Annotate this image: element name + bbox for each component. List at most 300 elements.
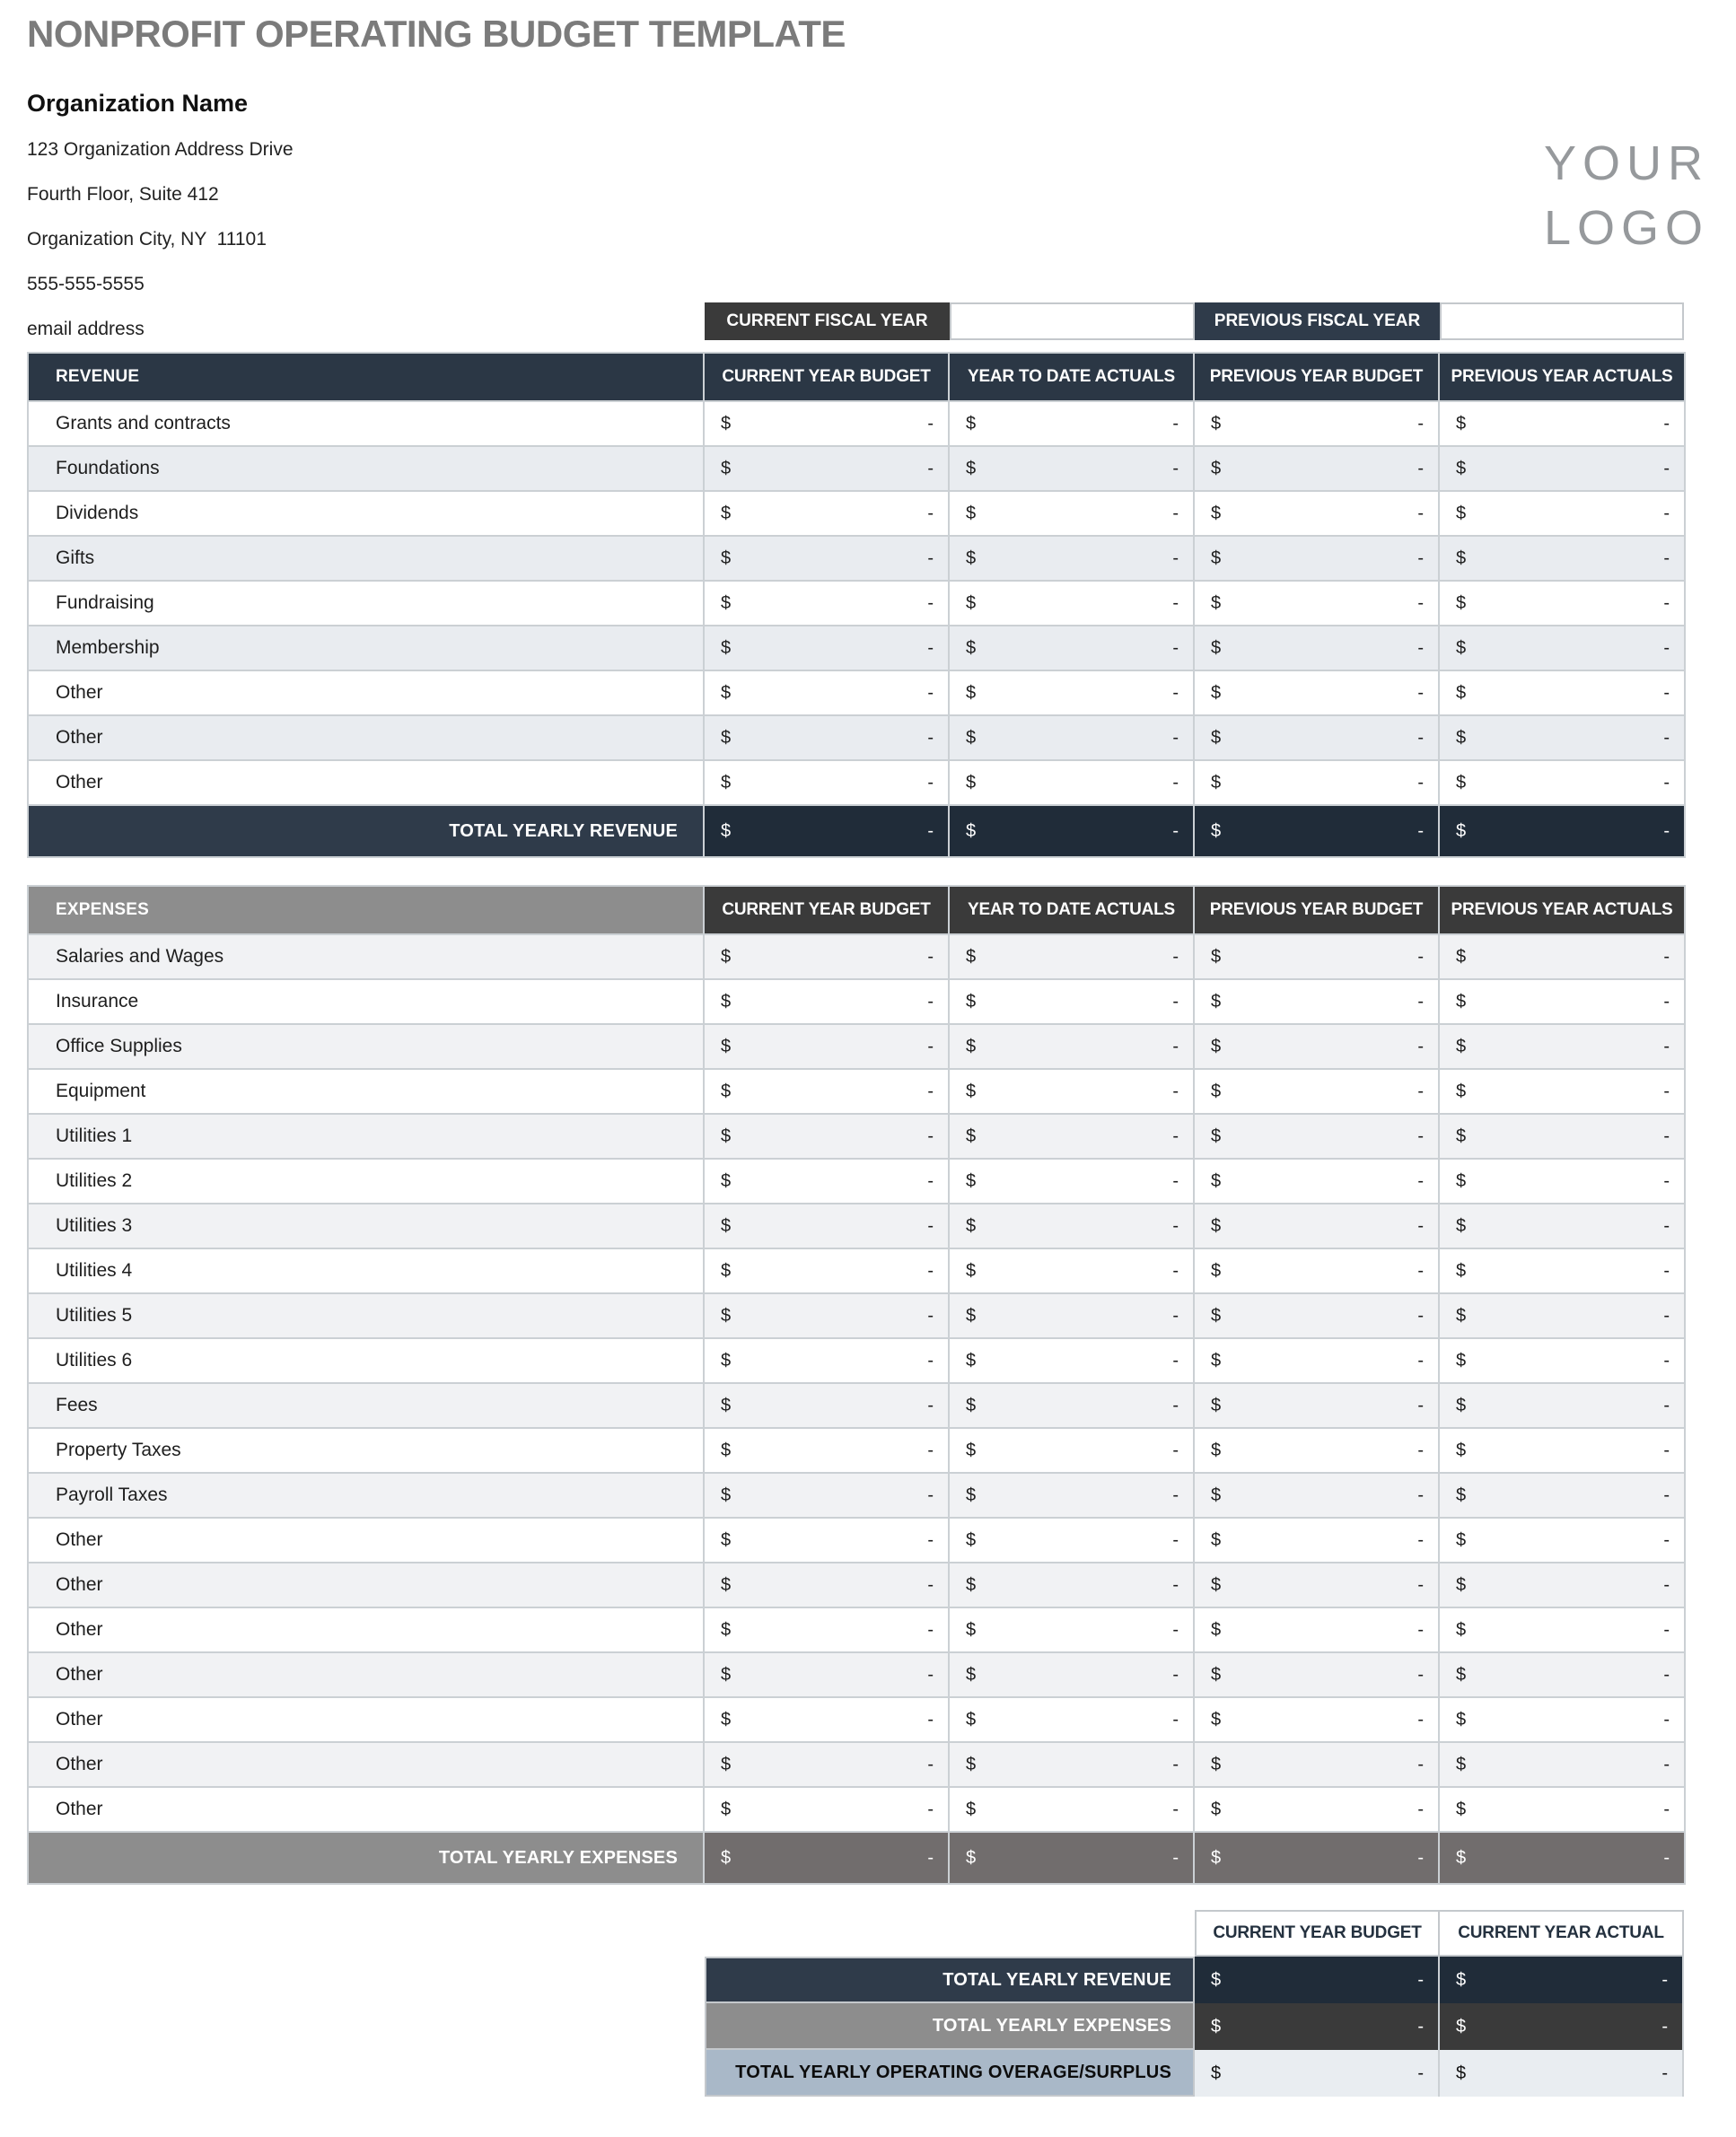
revenue-value-cell[interactable] xyxy=(950,582,1195,625)
column-header: PREVIOUS YEAR ACTUALS xyxy=(1440,887,1684,933)
currency-symbol: $ xyxy=(966,991,977,1012)
currency-symbol: $ xyxy=(1211,2063,1222,2083)
expenses-value-cell[interactable] xyxy=(1195,1249,1440,1292)
table-row xyxy=(29,1384,1684,1429)
empty-amount: - xyxy=(1417,820,1424,841)
currency-symbol: $ xyxy=(1211,1754,1222,1774)
empty-amount: - xyxy=(1661,2016,1668,2036)
expenses-value-cell[interactable] xyxy=(950,980,1195,1023)
summary-value-cell[interactable] xyxy=(1440,2003,1684,2050)
expenses-value-cell[interactable] xyxy=(1440,1474,1684,1517)
empty-amount: - xyxy=(1663,1350,1670,1371)
empty-amount: - xyxy=(927,1754,934,1774)
revenue-value-cell[interactable] xyxy=(1195,447,1440,490)
currency-symbol: $ xyxy=(721,1709,732,1730)
summary-value-cell[interactable] xyxy=(1440,2050,1684,2097)
expenses-value-cell[interactable] xyxy=(705,1608,950,1651)
expenses-value-cell[interactable] xyxy=(1195,935,1440,978)
revenue-total-value-cell[interactable] xyxy=(1195,806,1440,856)
expenses-value-cell[interactable] xyxy=(705,1743,950,1786)
expenses-value-cell[interactable] xyxy=(1440,1698,1684,1741)
expenses-total-value-cell[interactable] xyxy=(1195,1833,1440,1883)
organization-address-line2: Fourth Floor, Suite 412 xyxy=(27,184,219,205)
empty-amount: - xyxy=(1663,946,1670,967)
empty-amount: - xyxy=(1172,682,1179,703)
empty-amount: - xyxy=(1663,1664,1670,1685)
expenses-value-cell[interactable] xyxy=(1440,1384,1684,1427)
expenses-value-cell[interactable] xyxy=(705,1519,950,1562)
expenses-total-value-cell[interactable] xyxy=(950,1833,1195,1883)
empty-amount: - xyxy=(927,1440,934,1460)
currency-symbol: $ xyxy=(1211,458,1222,478)
currency-symbol: $ xyxy=(1456,1395,1467,1415)
empty-amount: - xyxy=(1417,592,1424,613)
revenue-row-label[interactable]: Other xyxy=(29,671,705,714)
empty-amount: - xyxy=(1172,1847,1179,1868)
expenses-value-cell[interactable] xyxy=(705,1070,950,1113)
revenue-value-cell[interactable] xyxy=(1440,402,1684,445)
revenue-value-cell[interactable] xyxy=(950,716,1195,759)
expenses-value-cell[interactable] xyxy=(705,1653,950,1696)
currency-symbol: $ xyxy=(1456,772,1467,793)
summary-table xyxy=(705,1910,1684,2097)
currency-symbol: $ xyxy=(1456,637,1467,658)
summary-value-cell[interactable] xyxy=(1440,1957,1684,2003)
empty-amount: - xyxy=(1417,772,1424,793)
column-header: PREVIOUS YEAR BUDGET xyxy=(1195,354,1440,400)
expenses-value-cell[interactable] xyxy=(950,1608,1195,1651)
empty-amount: - xyxy=(1172,946,1179,967)
expenses-value-cell[interactable] xyxy=(950,1519,1195,1562)
revenue-value-cell[interactable] xyxy=(1440,492,1684,535)
expenses-value-cell[interactable] xyxy=(705,1384,950,1427)
expenses-value-cell[interactable] xyxy=(1195,1608,1440,1651)
expenses-value-cell[interactable] xyxy=(950,1070,1195,1113)
empty-amount: - xyxy=(1663,1799,1670,1819)
expenses-row-label[interactable]: Salaries and Wages xyxy=(29,935,705,978)
expenses-value-cell[interactable] xyxy=(1195,1339,1440,1382)
expenses-row-label[interactable]: Office Supplies xyxy=(29,1025,705,1068)
currency-symbol: $ xyxy=(1456,1440,1467,1460)
expenses-value-cell[interactable] xyxy=(705,1339,950,1382)
currency-symbol: $ xyxy=(1211,1664,1222,1685)
empty-amount: - xyxy=(1663,1215,1670,1236)
expenses-value-cell[interactable] xyxy=(1195,1474,1440,1517)
empty-amount: - xyxy=(1172,1081,1179,1101)
expenses-value-cell[interactable] xyxy=(950,1788,1195,1831)
empty-amount: - xyxy=(1417,1215,1424,1236)
expenses-value-cell[interactable] xyxy=(950,1429,1195,1472)
expenses-value-cell[interactable] xyxy=(950,935,1195,978)
empty-amount: - xyxy=(1417,1395,1424,1415)
revenue-value-cell[interactable] xyxy=(1440,582,1684,625)
currency-symbol: $ xyxy=(966,1847,977,1868)
expenses-value-cell[interactable] xyxy=(950,1160,1195,1203)
expenses-value-cell[interactable] xyxy=(705,1563,950,1607)
expenses-value-cell[interactable] xyxy=(950,1204,1195,1248)
expenses-row-label[interactable]: Utilities 5 xyxy=(29,1294,705,1337)
expenses-value-cell[interactable] xyxy=(1440,1294,1684,1337)
expenses-value-cell[interactable] xyxy=(1440,1563,1684,1607)
revenue-value-cell[interactable] xyxy=(705,447,950,490)
revenue-value-cell[interactable] xyxy=(950,537,1195,580)
currency-symbol: $ xyxy=(966,1350,977,1371)
revenue-total-value-cell[interactable] xyxy=(1440,806,1684,856)
empty-amount: - xyxy=(1663,503,1670,523)
empty-amount: - xyxy=(927,1170,934,1191)
currency-symbol: $ xyxy=(1456,1350,1467,1371)
expenses-value-cell[interactable] xyxy=(1195,1115,1440,1158)
expenses-value-cell[interactable] xyxy=(950,1698,1195,1741)
revenue-value-cell[interactable] xyxy=(705,716,950,759)
currency-symbol: $ xyxy=(1456,1125,1467,1146)
expenses-value-cell[interactable] xyxy=(1440,1519,1684,1562)
revenue-value-cell[interactable] xyxy=(1195,626,1440,670)
revenue-value-cell[interactable] xyxy=(1195,716,1440,759)
empty-amount: - xyxy=(1172,1485,1179,1505)
expenses-row-label[interactable]: Other xyxy=(29,1563,705,1607)
expenses-value-cell[interactable] xyxy=(705,1429,950,1472)
currency-symbol: $ xyxy=(721,413,732,434)
revenue-total-value-cell[interactable] xyxy=(705,806,950,856)
currency-symbol: $ xyxy=(721,503,732,523)
revenue-row-label[interactable]: Gifts xyxy=(29,537,705,580)
currency-symbol: $ xyxy=(1456,1170,1467,1191)
currency-symbol: $ xyxy=(1456,1754,1467,1774)
empty-amount: - xyxy=(1661,2063,1668,2083)
empty-amount: - xyxy=(1172,1036,1179,1056)
currency-symbol: $ xyxy=(1211,682,1222,703)
expenses-row-label[interactable]: Payroll Taxes xyxy=(29,1474,705,1517)
table-row xyxy=(29,1429,1684,1474)
expenses-value-cell[interactable] xyxy=(1440,1608,1684,1651)
currency-symbol: $ xyxy=(721,1440,732,1460)
table-row xyxy=(29,1698,1684,1743)
expenses-value-cell[interactable] xyxy=(705,1474,950,1517)
revenue-value-cell[interactable] xyxy=(1195,582,1440,625)
column-header: CURRENT YEAR BUDGET xyxy=(705,887,950,933)
expenses-row-label[interactable]: Other xyxy=(29,1608,705,1651)
expenses-value-cell[interactable] xyxy=(1195,1070,1440,1113)
summary-rows xyxy=(705,1957,1684,2097)
currency-symbol: $ xyxy=(1211,1036,1222,1056)
revenue-value-cell[interactable] xyxy=(1440,671,1684,714)
expenses-value-cell[interactable] xyxy=(1195,1294,1440,1337)
expenses-value-cell[interactable] xyxy=(1440,1743,1684,1786)
summary-value-cell[interactable] xyxy=(1195,2050,1440,2097)
empty-amount: - xyxy=(1417,503,1424,523)
expenses-row-label[interactable]: Utilities 6 xyxy=(29,1339,705,1382)
empty-amount: - xyxy=(1417,1529,1424,1550)
empty-amount: - xyxy=(927,682,934,703)
revenue-value-cell[interactable] xyxy=(705,626,950,670)
empty-amount: - xyxy=(1661,1969,1668,1990)
expenses-value-cell[interactable] xyxy=(705,1115,950,1158)
currency-symbol: $ xyxy=(721,1664,732,1685)
revenue-value-cell[interactable] xyxy=(1195,671,1440,714)
empty-amount: - xyxy=(927,1709,934,1730)
expenses-row-label[interactable]: Utilities 1 xyxy=(29,1115,705,1158)
expenses-value-cell[interactable] xyxy=(1440,1653,1684,1696)
revenue-value-cell[interactable] xyxy=(950,626,1195,670)
empty-amount: - xyxy=(927,946,934,967)
currency-symbol: $ xyxy=(1456,1260,1467,1281)
currency-symbol: $ xyxy=(966,1260,977,1281)
empty-amount: - xyxy=(1663,1081,1670,1101)
empty-amount: - xyxy=(1417,1350,1424,1371)
currency-symbol: $ xyxy=(721,1260,732,1281)
expenses-value-cell[interactable] xyxy=(1440,935,1684,978)
expenses-value-cell[interactable] xyxy=(705,1025,950,1068)
expenses-value-cell[interactable] xyxy=(950,1384,1195,1427)
revenue-value-cell[interactable] xyxy=(705,671,950,714)
empty-amount: - xyxy=(1172,1709,1179,1730)
expenses-value-cell[interactable] xyxy=(950,1563,1195,1607)
revenue-value-cell[interactable] xyxy=(705,582,950,625)
currency-symbol: $ xyxy=(966,946,977,967)
expenses-value-cell[interactable] xyxy=(1195,1204,1440,1248)
currency-symbol: $ xyxy=(1456,727,1467,748)
empty-amount: - xyxy=(1172,1664,1179,1685)
expenses-value-cell[interactable] xyxy=(705,1249,950,1292)
revenue-row-label[interactable]: Other xyxy=(29,716,705,759)
revenue-row-label[interactable]: Fundraising xyxy=(29,582,705,625)
empty-amount: - xyxy=(1417,1619,1424,1640)
revenue-value-cell[interactable] xyxy=(950,671,1195,714)
revenue-value-cell[interactable] xyxy=(705,402,950,445)
revenue-value-cell[interactable] xyxy=(1440,761,1684,804)
table-row xyxy=(29,716,1684,761)
currency-symbol: $ xyxy=(1456,503,1467,523)
revenue-rows xyxy=(29,402,1684,806)
expenses-row-label[interactable]: Property Taxes xyxy=(29,1429,705,1472)
expenses-table xyxy=(27,885,1686,1885)
expenses-value-cell[interactable] xyxy=(1440,1339,1684,1382)
currency-symbol: $ xyxy=(966,547,977,568)
revenue-value-cell[interactable] xyxy=(705,761,950,804)
revenue-value-cell[interactable] xyxy=(950,492,1195,535)
expenses-value-cell[interactable] xyxy=(705,1160,950,1203)
expenses-row-label[interactable]: Utilities 2 xyxy=(29,1160,705,1203)
expenses-value-cell[interactable] xyxy=(1195,1384,1440,1427)
revenue-row-label[interactable]: Dividends xyxy=(29,492,705,535)
expenses-value-cell[interactable] xyxy=(1440,1025,1684,1068)
expenses-value-cell[interactable] xyxy=(1440,1429,1684,1472)
expenses-value-cell[interactable] xyxy=(1195,1563,1440,1607)
summary-column-header-actual: CURRENT YEAR ACTUAL xyxy=(1440,1910,1684,1957)
expenses-value-cell[interactable] xyxy=(1195,1788,1440,1831)
expenses-value-cell[interactable] xyxy=(1195,1653,1440,1696)
currency-symbol: $ xyxy=(966,1125,977,1146)
expenses-value-cell[interactable] xyxy=(950,1115,1195,1158)
empty-amount: - xyxy=(927,1125,934,1146)
revenue-row-label[interactable]: Other xyxy=(29,761,705,804)
empty-amount: - xyxy=(1417,991,1424,1012)
empty-amount: - xyxy=(1663,547,1670,568)
currency-symbol: $ xyxy=(966,1081,977,1101)
currency-symbol: $ xyxy=(1456,1847,1467,1868)
revenue-value-cell[interactable] xyxy=(1195,537,1440,580)
expenses-row-label[interactable]: Fees xyxy=(29,1384,705,1427)
expenses-row-label[interactable]: Other xyxy=(29,1788,705,1831)
expenses-value-cell[interactable] xyxy=(1195,1025,1440,1068)
currency-symbol: $ xyxy=(1211,991,1222,1012)
revenue-value-cell[interactable] xyxy=(705,537,950,580)
logo-line-2: LOGO xyxy=(1543,201,1709,255)
expenses-value-cell[interactable] xyxy=(705,1294,950,1337)
expenses-value-cell[interactable] xyxy=(1440,1070,1684,1113)
empty-amount: - xyxy=(1172,1215,1179,1236)
summary-row-label: TOTAL YEARLY EXPENSES xyxy=(705,2003,1195,2050)
currency-symbol: $ xyxy=(721,1754,732,1774)
expenses-row-label[interactable]: Other xyxy=(29,1519,705,1562)
expenses-row-label[interactable]: Utilities 3 xyxy=(29,1204,705,1248)
currency-symbol: $ xyxy=(966,1036,977,1056)
expenses-value-cell[interactable] xyxy=(1195,1160,1440,1203)
summary-row xyxy=(705,2003,1684,2050)
empty-amount: - xyxy=(1172,1305,1179,1326)
table-row xyxy=(29,1743,1684,1788)
expenses-value-cell[interactable] xyxy=(950,1294,1195,1337)
expenses-value-cell[interactable] xyxy=(705,935,950,978)
revenue-value-cell[interactable] xyxy=(1440,626,1684,670)
empty-amount: - xyxy=(1417,1754,1424,1774)
empty-amount: - xyxy=(1417,1799,1424,1819)
empty-amount: - xyxy=(927,503,934,523)
summary-value-cell[interactable] xyxy=(1195,1957,1440,2003)
table-row xyxy=(29,1788,1684,1833)
empty-amount: - xyxy=(1172,413,1179,434)
empty-amount: - xyxy=(927,991,934,1012)
currency-symbol: $ xyxy=(721,1215,732,1236)
expenses-value-cell[interactable] xyxy=(705,980,950,1023)
table-row xyxy=(29,935,1684,980)
revenue-value-cell[interactable] xyxy=(1440,716,1684,759)
expenses-value-cell[interactable] xyxy=(950,1743,1195,1786)
expenses-row-label[interactable]: Equipment xyxy=(29,1070,705,1113)
revenue-row-label[interactable]: Grants and contracts xyxy=(29,402,705,445)
empty-amount: - xyxy=(1417,1305,1424,1326)
expenses-value-cell[interactable] xyxy=(1195,980,1440,1023)
expenses-value-cell[interactable] xyxy=(705,1788,950,1831)
currency-symbol: $ xyxy=(966,592,977,613)
expenses-value-cell[interactable] xyxy=(1195,1429,1440,1472)
expenses-value-cell[interactable] xyxy=(1195,1519,1440,1562)
empty-amount: - xyxy=(1663,592,1670,613)
revenue-value-cell[interactable] xyxy=(1195,761,1440,804)
empty-amount: - xyxy=(1417,1170,1424,1191)
summary-value-cell[interactable] xyxy=(1195,2003,1440,2050)
expenses-row-label[interactable]: Insurance xyxy=(29,980,705,1023)
expenses-value-cell[interactable] xyxy=(1195,1743,1440,1786)
empty-amount: - xyxy=(1663,1574,1670,1595)
current-fiscal-year-input[interactable] xyxy=(950,302,1195,340)
currency-symbol: $ xyxy=(966,1485,977,1505)
revenue-value-cell[interactable] xyxy=(950,447,1195,490)
empty-amount: - xyxy=(1663,1036,1670,1056)
currency-symbol: $ xyxy=(1456,1215,1467,1236)
revenue-value-cell[interactable] xyxy=(1195,492,1440,535)
expenses-row-label[interactable]: Utilities 4 xyxy=(29,1249,705,1292)
revenue-value-cell[interactable] xyxy=(705,492,950,535)
currency-symbol: $ xyxy=(721,1799,732,1819)
expenses-value-cell[interactable] xyxy=(1440,1249,1684,1292)
table-row xyxy=(29,1563,1684,1608)
empty-amount: - xyxy=(1417,2016,1424,2036)
expenses-value-cell[interactable] xyxy=(950,1025,1195,1068)
expenses-row-label[interactable]: Other xyxy=(29,1743,705,1786)
currency-symbol: $ xyxy=(966,1619,977,1640)
currency-symbol: $ xyxy=(1211,946,1222,967)
table-row xyxy=(29,1339,1684,1384)
expenses-value-cell[interactable] xyxy=(950,1474,1195,1517)
empty-amount: - xyxy=(1417,1709,1424,1730)
expenses-value-cell[interactable] xyxy=(1440,1204,1684,1248)
currency-symbol: $ xyxy=(1211,1125,1222,1146)
expenses-value-cell[interactable] xyxy=(1440,1788,1684,1831)
expenses-value-cell[interactable] xyxy=(705,1204,950,1248)
expenses-value-cell[interactable] xyxy=(705,1698,950,1741)
revenue-value-cell[interactable] xyxy=(1440,447,1684,490)
table-row xyxy=(29,1115,1684,1160)
revenue-value-cell[interactable] xyxy=(1440,537,1684,580)
currency-symbol: $ xyxy=(1211,547,1222,568)
empty-amount: - xyxy=(1172,727,1179,748)
expenses-value-cell[interactable] xyxy=(1195,1698,1440,1741)
currency-symbol: $ xyxy=(721,637,732,658)
expenses-value-cell[interactable] xyxy=(1440,1115,1684,1158)
expenses-value-cell[interactable] xyxy=(950,1249,1195,1292)
revenue-row-label[interactable]: Foundations xyxy=(29,447,705,490)
expenses-value-cell[interactable] xyxy=(950,1653,1195,1696)
revenue-value-cell[interactable] xyxy=(1195,402,1440,445)
revenue-value-cell[interactable] xyxy=(950,402,1195,445)
empty-amount: - xyxy=(1417,1574,1424,1595)
expenses-value-cell[interactable] xyxy=(1440,1160,1684,1203)
currency-symbol: $ xyxy=(966,1440,977,1460)
currency-symbol: $ xyxy=(1211,772,1222,793)
table-row xyxy=(29,1204,1684,1249)
empty-amount: - xyxy=(927,413,934,434)
empty-amount: - xyxy=(1172,1574,1179,1595)
column-header: YEAR TO DATE ACTUALS xyxy=(950,887,1195,933)
summary-header-spacer xyxy=(705,1910,1195,1957)
currency-symbol: $ xyxy=(1211,820,1222,841)
revenue-total-row xyxy=(29,806,1684,856)
empty-amount: - xyxy=(1417,1036,1424,1056)
revenue-value-cell[interactable] xyxy=(950,761,1195,804)
expenses-row-label[interactable]: Other xyxy=(29,1698,705,1741)
table-row xyxy=(29,761,1684,806)
revenue-row-label[interactable]: Membership xyxy=(29,626,705,670)
revenue-total-value-cell[interactable] xyxy=(950,806,1195,856)
previous-fiscal-year-input[interactable] xyxy=(1440,302,1684,340)
expenses-value-cell[interactable] xyxy=(950,1339,1195,1382)
expenses-total-value-cell[interactable] xyxy=(1440,1833,1684,1883)
empty-amount: - xyxy=(1663,1260,1670,1281)
expenses-row-label[interactable]: Other xyxy=(29,1653,705,1696)
empty-amount: - xyxy=(1417,637,1424,658)
expenses-total-value-cell[interactable] xyxy=(705,1833,950,1883)
currency-symbol: $ xyxy=(721,1574,732,1595)
currency-symbol: $ xyxy=(1211,1440,1222,1460)
empty-amount: - xyxy=(1663,1395,1670,1415)
summary-column-header-budget: CURRENT YEAR BUDGET xyxy=(1195,1910,1440,1957)
table-row xyxy=(29,626,1684,671)
empty-amount: - xyxy=(1172,592,1179,613)
currency-symbol: $ xyxy=(721,727,732,748)
expenses-value-cell[interactable] xyxy=(1440,980,1684,1023)
